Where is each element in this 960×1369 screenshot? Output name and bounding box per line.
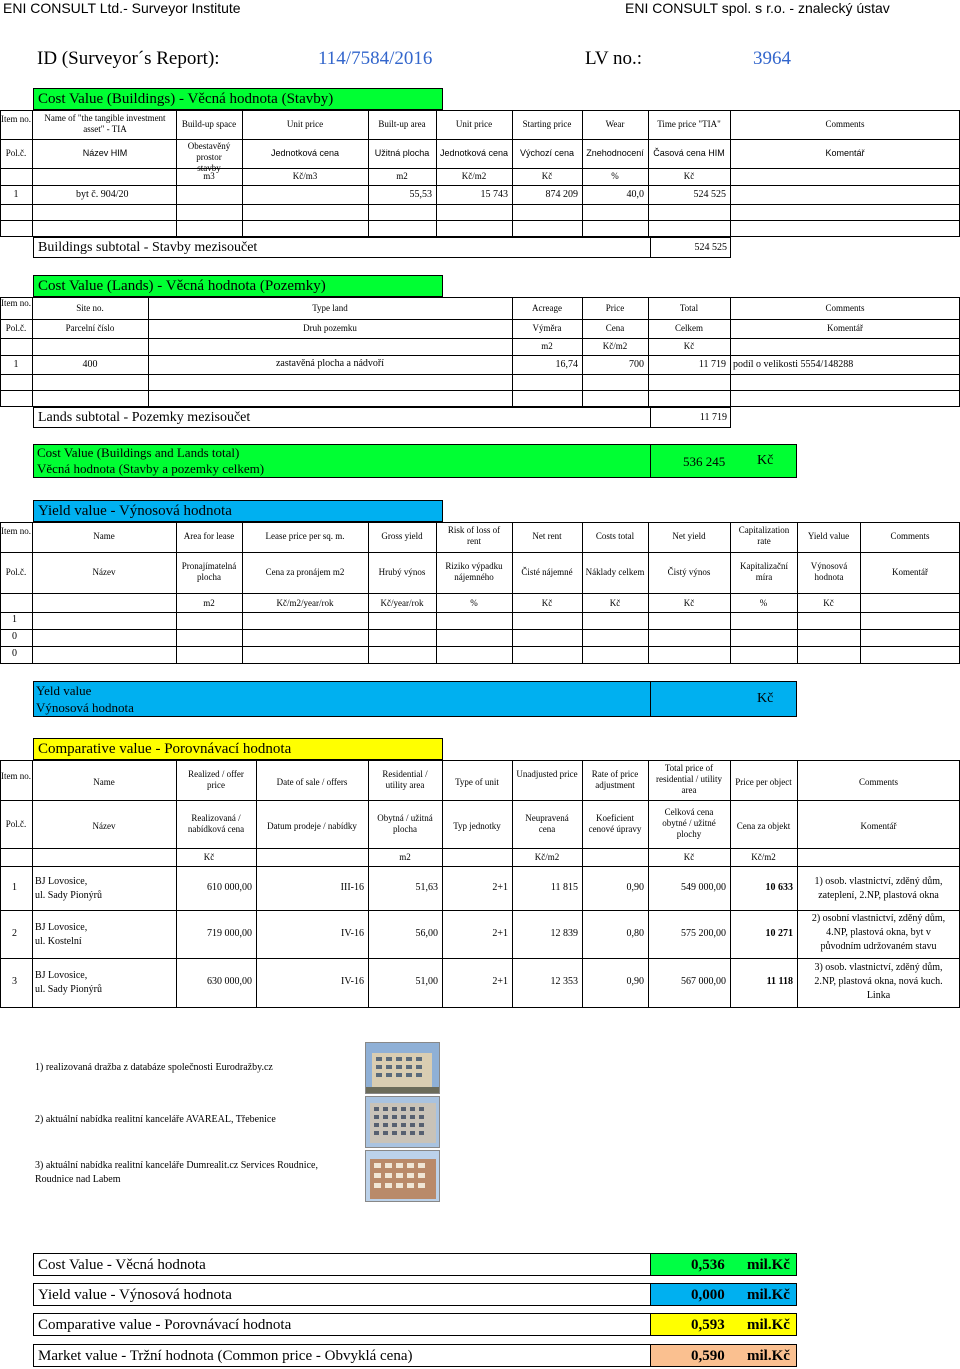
buildings-row-area: 55,53 xyxy=(409,189,432,200)
comparative-per-header: Price per object xyxy=(735,777,792,787)
comparative-type-cz: Typ jednotky xyxy=(453,821,501,831)
yield-result-unit: Kč xyxy=(757,691,774,706)
yield-polc-header: Pol.č. xyxy=(5,567,27,577)
comparative-row2-name2: ul. Kostelní xyxy=(35,936,82,947)
lv-label: LV no.: xyxy=(585,48,643,69)
lands-row-comment: podíl o velikosti 5554/148288 xyxy=(733,359,854,370)
buildings-unitprice2-header: Unit price xyxy=(455,119,493,129)
yield-risk-cz: Riziko výpadku nájemného xyxy=(445,561,503,582)
comparative-row1-name1: BJ Lovosice, xyxy=(35,876,88,887)
comparative-comments-cz: Komentář xyxy=(860,821,897,831)
lands-total-cz: Celkem xyxy=(675,323,703,333)
total-line2: Věcná hodnota (Stavby a pozemky celkem) xyxy=(37,461,265,476)
lands-row-total: 11 719 xyxy=(698,359,726,370)
yield-result-line2: Výnosová hodnota xyxy=(36,700,134,715)
yield-lease-header: Lease price per sq. m. xyxy=(265,531,345,541)
building-photo-3 xyxy=(365,1150,440,1202)
lands-polc-header: Pol.č. xyxy=(5,323,27,333)
comparative-row2-no: 2 xyxy=(12,928,17,939)
yield-risk-header: Risk of loss of rent xyxy=(447,525,501,546)
comparative-price-header: Realized / offer price xyxy=(188,769,244,790)
yield-unit-gross: Kč/year/rok xyxy=(380,598,424,608)
comparative-row3-c3: Linka xyxy=(866,990,891,1001)
comparative-row3-unadj: 12 353 xyxy=(550,976,578,987)
buildings-unitprice-header: Unit price xyxy=(286,119,324,129)
buildings-row-time: 524 525 xyxy=(693,189,726,200)
comparative-row1-area: 51,63 xyxy=(415,882,438,893)
comparative-per-cz: Cena za objekt xyxy=(736,821,791,831)
lv-value: 3964 xyxy=(753,48,791,69)
buildings-unit-m2: m2 xyxy=(396,171,408,181)
comparative-row1-name2: ul. Sady Pionýrů xyxy=(35,890,102,901)
yield-unit-lease: Kč/m2/year/rok xyxy=(276,598,334,608)
buildings-title: Cost Value (Buildings) - Věcná hodnota (Stavby) xyxy=(33,88,443,110)
total-label-box xyxy=(33,444,651,478)
comparative-row2-rate: 0,80 xyxy=(626,928,644,939)
buildings-timeprice-cz: Časová cena HIM xyxy=(653,148,725,158)
lands-comments-header: Comments xyxy=(825,303,865,313)
lands-price-cz: Cena xyxy=(605,323,625,333)
yield-row-3: 0 xyxy=(12,648,17,659)
lands-title: Cost Value (Lands) - Věcná hodnota (Pozemky) xyxy=(33,275,443,297)
buildings-unitprice-cz: Jednotková cena xyxy=(270,148,340,158)
buildings-builtup-header: Built-up area xyxy=(378,119,426,129)
summary-comparative-unit: mil.Kč xyxy=(747,1317,790,1333)
comparative-row2-name1: BJ Lovosice, xyxy=(35,922,88,933)
comparative-area-cz: Obytná / užitná plocha xyxy=(377,813,433,834)
summary-comparative-value: 0,593 xyxy=(691,1317,725,1333)
yield-costs-cz: Náklady celkem xyxy=(585,567,645,577)
comparative-title: Comparative value - Porovnávací hodnota xyxy=(33,738,443,760)
yield-result-value-box xyxy=(650,681,797,717)
comparative-row3-name1: BJ Lovosice, xyxy=(35,970,88,981)
comparative-rate-header: Rate of price adjustment xyxy=(591,769,639,790)
lands-acreage-header: Acreage xyxy=(532,303,562,313)
comparative-row1-date: III-16 xyxy=(340,882,364,893)
comparative-row1-rate: 0,90 xyxy=(626,882,644,893)
header-right: ENI CONSULT spol. s r.o. - znalecký ústav xyxy=(625,0,890,16)
yield-netrent-header: Net rent xyxy=(532,531,562,541)
buildings-subtotal-value: 524 525 xyxy=(650,237,731,258)
report-id-value: 114/7584/2016 xyxy=(318,48,433,69)
buildings-unitprice2-cz: Jednotková cena xyxy=(439,148,509,158)
yield-value-cz: Výnosová hodnota xyxy=(810,561,848,582)
comparative-row3-rate: 0,90 xyxy=(626,976,644,987)
total-unit: Kč xyxy=(757,453,774,468)
lands-comments-cz: Komentář xyxy=(827,323,863,333)
lands-site-header: Site no. xyxy=(76,303,104,313)
note-2: 2) aktuální nabídka realitní kanceláře AVAREAL, Třebenice xyxy=(35,1114,276,1125)
total-line1: Cost Value (Buildings and Lands total) xyxy=(37,445,240,460)
comparative-row3-no: 3 xyxy=(12,976,17,987)
yield-title: Yield value - Výnosová hodnota xyxy=(33,500,443,522)
summary-yield-unit: mil.Kč xyxy=(747,1287,790,1303)
lands-unit-kc-m2: Kč/m2 xyxy=(602,341,628,351)
comparative-row3-area: 51,00 xyxy=(415,976,438,987)
yield-item-no-header: Item no. xyxy=(1,526,31,536)
comparative-unadj-cz: Neupravená cena xyxy=(525,813,569,834)
lands-row-no: 1 xyxy=(13,359,19,370)
report-id-label: ID (Surveyor´s Report): xyxy=(37,48,220,69)
lands-type-cz: Druh pozemku xyxy=(303,323,357,333)
comparative-row1-no: 1 xyxy=(12,882,17,893)
buildings-unit-kc-m2: Kč/m2 xyxy=(461,171,487,181)
buildings-starting-header: Starting price xyxy=(522,119,572,129)
lands-price-header: Price xyxy=(605,303,625,313)
lands-site-cz: Parcelní číslo xyxy=(65,323,115,333)
yield-unit-pct: % xyxy=(470,598,478,608)
yield-gross-header: Gross yield xyxy=(381,531,423,541)
comparative-row1-type: 2+1 xyxy=(492,882,508,893)
yield-name-header: Name xyxy=(93,531,115,541)
comparative-row1-total: 549 000,00 xyxy=(681,882,726,893)
total-value-box xyxy=(650,444,797,478)
yield-name-cz: Název xyxy=(92,567,116,577)
buildings-row-start: 874 209 xyxy=(545,189,578,200)
lands-unit-m2: m2 xyxy=(541,341,553,351)
comparative-rate-cz: Koeficient cenové úpravy xyxy=(588,813,642,834)
comparative-unit-kc-m2: Kč/m2 xyxy=(534,852,560,862)
comparative-row2-type: 2+1 xyxy=(492,928,508,939)
comparative-row2-per: 10 271 xyxy=(765,928,793,939)
yield-netyield-cz: Čistý výnos xyxy=(667,567,711,577)
summary-cost-label: Cost Value - Věcná hodnota xyxy=(33,1253,651,1276)
summary-yield-value-box xyxy=(650,1283,797,1306)
summary-cost-value-box xyxy=(650,1253,797,1276)
buildings-name-cz: Název HIM xyxy=(82,148,128,158)
comparative-row1-price: 610 000,00 xyxy=(207,882,252,893)
yield-row-2: 0 xyxy=(12,631,17,642)
yield-costs-header: Costs total xyxy=(595,531,635,541)
summary-market-label: Market value - Tržní hodnota (Common price - Obvyklá cena) xyxy=(33,1344,651,1367)
comparative-row3-date: IV-16 xyxy=(341,976,364,987)
yield-lease-cz: Cena za pronájem m2 xyxy=(265,567,345,577)
comparative-row2-c3: původním udržovaném stavu xyxy=(820,941,937,952)
building-photo-1 xyxy=(365,1042,440,1094)
summary-cost-value: 0,536 xyxy=(691,1257,725,1273)
buildings-builtup-cz: Užitná plocha xyxy=(374,148,430,158)
buildings-unit-kc: Kč xyxy=(541,171,553,181)
lands-row-site: 400 xyxy=(82,359,98,370)
buildings-comments-cz: Komentář xyxy=(825,148,865,158)
buildings-starting-cz: Výchozí cena xyxy=(519,148,575,158)
comparative-row2-unadj: 12 839 xyxy=(550,928,578,939)
comparative-area-header: Residential / utility area xyxy=(382,769,428,790)
building-photo-2 xyxy=(365,1096,440,1148)
yield-result-line1: Yeld value xyxy=(36,683,92,698)
yield-gross-cz: Hrubý výnos xyxy=(378,567,426,577)
lands-subtotal-label: Lands subtotal - Pozemky mezisoučet xyxy=(33,407,651,428)
summary-yield-value: 0,000 xyxy=(691,1287,725,1303)
comparative-row3-per: 11 118 xyxy=(766,976,793,987)
yield-area-header: Area for lease xyxy=(183,531,235,541)
lands-item-no-header: Item no. xyxy=(1,298,31,308)
comparative-row3-price: 630 000,00 xyxy=(207,976,252,987)
comparative-date-cz: Datum prodeje / nabídky xyxy=(267,821,357,831)
comparative-row2-total: 575 200,00 xyxy=(681,928,726,939)
comparative-row1-c1: 1) osob. vlastnictví, zděný dům, xyxy=(814,876,943,887)
yield-row-1: 1 xyxy=(12,614,17,625)
comparative-unit-kc: Kč xyxy=(203,852,215,862)
yield-unit-kc1: Kč xyxy=(541,598,553,608)
buildings-row-no: 1 xyxy=(13,189,19,200)
buildings-unit-m3: m3 xyxy=(203,171,215,181)
buildings-comments-header: Comments xyxy=(825,119,865,129)
buildings-unit-kc2: Kč xyxy=(683,171,695,181)
lands-subtotal-value: 11 719 xyxy=(650,407,731,428)
yield-unit-kc2: Kč xyxy=(609,598,621,608)
comparative-row3-c2: 2.NP, plastová okna, nová kuch. xyxy=(814,976,943,987)
comparative-comments-header: Comments xyxy=(858,777,898,787)
yield-netrent-cz: Čisté nájemné xyxy=(521,567,573,577)
lands-row-type: zastavěná plocha a nádvoří xyxy=(275,358,384,369)
header-left: ENI CONSULT Ltd.- Surveyor Institute xyxy=(3,0,241,16)
yield-caprate-header: Capitalization rate xyxy=(738,525,790,546)
lands-type-header: Type land xyxy=(312,303,348,313)
summary-comparative-value-box xyxy=(650,1313,797,1336)
yield-comments-cz: Komentář xyxy=(892,567,928,577)
comparative-polc-header: Pol.č. xyxy=(5,819,27,829)
note-3b: Roudnice nad Labem xyxy=(35,1174,121,1185)
comparative-row1-c2: zateplení, 2.NP, plastová okna xyxy=(818,890,939,901)
comparative-row2-c1: 2) osobní vlastnictví, zděný dům, xyxy=(811,913,946,924)
lands-row-price: 700 xyxy=(629,359,644,370)
yield-comments-header: Comments xyxy=(890,531,930,541)
comparative-unit-m2: m2 xyxy=(399,852,411,862)
comparative-row3-total: 567 000,00 xyxy=(681,976,726,987)
lands-row-acreage: 16,74 xyxy=(555,359,578,370)
lands-unit-kc: Kč xyxy=(683,341,695,351)
comparative-item-no-header: Item no. xyxy=(1,771,31,781)
comparative-unadj-header: Unadjusted price xyxy=(516,769,578,779)
lands-total-header: Total xyxy=(679,303,699,313)
note-3: 3) aktuální nabídka realitní kanceláře Dumrealit.cz Services Roudnice, xyxy=(35,1160,318,1171)
comparative-total-cz: Celková cena obytné / užitné plochy xyxy=(662,807,716,839)
comparative-type-header: Type of unit xyxy=(455,777,499,787)
comparative-row1-unadj: 11 815 xyxy=(550,882,578,893)
yield-unit-m2: m2 xyxy=(203,598,215,608)
summary-market-value: 0,590 xyxy=(691,1348,725,1364)
yield-unit-pct2: % xyxy=(759,598,768,608)
comparative-row1-per: 10 633 xyxy=(765,882,793,893)
summary-yield-label: Yield value - Výnosová hodnota xyxy=(33,1283,651,1306)
summary-market-value-box xyxy=(650,1344,797,1367)
buildings-unit-kc-m3: Kč/m3 xyxy=(292,171,318,181)
buildings-polc-header: Pol.č. xyxy=(5,148,27,158)
buildings-wear-header: Wear xyxy=(605,119,625,129)
comparative-row2-price: 719 000,00 xyxy=(207,928,252,939)
note-1: 1) realizovaná dražba z databáze společnosti Eurodražby.cz xyxy=(35,1062,273,1073)
summary-comparative-label: Comparative value - Porovnávací hodnota xyxy=(33,1313,651,1336)
comparative-row3-c1: 3) osob. vlastnictví, zděný dům, xyxy=(814,962,943,973)
buildings-buildup-header: Build-up space xyxy=(181,119,237,129)
summary-market-unit: mil.Kč xyxy=(747,1348,790,1364)
yield-area-cz: Pronajímatelná plocha xyxy=(181,561,237,582)
buildings-row-name: byt č. 904/20 xyxy=(76,189,129,200)
yield-unit-kc4: Kč xyxy=(823,598,834,608)
comparative-row2-c2: 4.NP, plastová okna, byt v xyxy=(826,927,931,938)
buildings-timeprice-header: Time price "TIA" xyxy=(657,119,721,129)
yield-result-label-box xyxy=(33,681,651,717)
yield-caprate-cz: Kapitalizační míra xyxy=(740,561,788,582)
buildings-item-no-header: Item no. xyxy=(1,114,31,124)
comparative-row3-name2: ul. Sady Pionýrů xyxy=(35,984,102,995)
buildings-subtotal-label: Buildings subtotal - Stavby mezisoučet xyxy=(33,237,651,258)
comparative-row3-type: 2+1 xyxy=(492,976,508,987)
comparative-name-header: Name xyxy=(93,777,115,787)
yield-netyield-header: Net yield xyxy=(672,531,706,541)
yield-value-header: Yield value xyxy=(807,531,850,541)
lands-acreage-cz: Výměra xyxy=(532,323,562,333)
buildings-row-wear: 40,0 xyxy=(626,189,644,200)
summary-cost-unit: mil.Kč xyxy=(747,1257,790,1273)
comparative-price-cz: Realizovaná / nabídková cena xyxy=(187,813,245,834)
comparative-unit-kc2: Kč xyxy=(683,852,695,862)
comparative-total-header: Total price of residential / utility area xyxy=(656,763,722,795)
comparative-unit-kc-m2-2: Kč/m2 xyxy=(751,852,776,862)
comparative-row2-area: 56,00 xyxy=(415,928,438,939)
comparative-date-header: Date of sale / offers xyxy=(276,777,348,787)
comparative-row2-date: IV-16 xyxy=(341,928,364,939)
buildings-unit-pct: % xyxy=(611,171,619,181)
comparative-name-cz: Název xyxy=(92,821,116,831)
buildings-name-header: Name of "the tangible investment asset" - TIA xyxy=(44,113,166,134)
buildings-buildup-cz: Obestavěný prostor stavby xyxy=(187,141,231,173)
yield-unit-kc3: Kč xyxy=(683,598,695,608)
buildings-row-unitprice: 15 743 xyxy=(480,189,508,200)
total-value: 536 245 xyxy=(683,454,726,469)
buildings-wear-cz: Znehodnocení xyxy=(586,148,644,158)
